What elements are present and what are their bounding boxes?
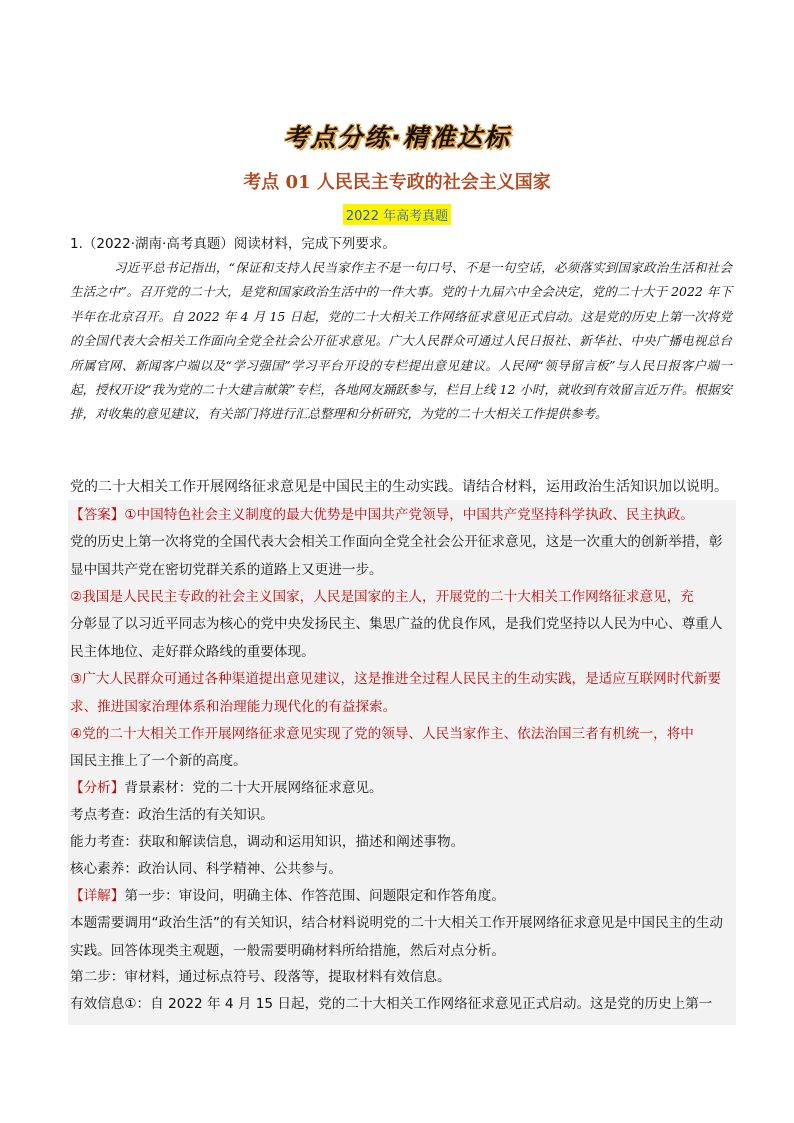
answer-point-1: ①中国特色社会主义制度的最大优势是中国共产党领导，中国共产党坚持科学执政、民主执政。 xyxy=(124,507,694,523)
detail-step1: 第一步：审设问，明确主体、作答范围、问题限定和作答角度。 xyxy=(124,888,505,904)
question-label: 1.（2022·湖南·高考真题）阅读材料，完成下列要求。 xyxy=(70,236,396,252)
analysis-topic: 考点考查：政治生活的有关知识。 xyxy=(70,807,274,823)
question-material: 习近平总书记指出，“保证和支持人民当家作主不是一句口号、不是一句空话，必须落实到国家政治生活和社会生活之中”。召开党的二十大，是党和国家政治生活中的一件大事。党的十九届六中全会决定，党的二十大于 2022 年下半年在北京召开。自 2022 年 4 月 15 日起，党的二十大相关工作网络征求意见正式启动。这是党的历史上第一次将党的全国代表大会相关工作面向全党全社会公开征求意见。广大人民群众可通过人民日报社、新华社、中央广播电视总台所属官网、新闻客户端以及“学习强国”学习平台开设的专栏提出意见建议。人民网“领导留言板”与人民日报客户端一起，授权开设“我为党的二十大建言献策”专栏，各地网友踊跃参与，栏目上线 12 小时，就收到有效留言近万件。根据安排，对收集的意见建议，有关部门将进行汇总整理和分析研究，为党的二十大相关工作提供参考。 xyxy=(70,260,732,422)
answer-p4-rest: 国民主推上了一个新的高度。 xyxy=(70,753,247,769)
analysis-line xyxy=(70,775,734,803)
answer-tag: 【答案】 xyxy=(70,507,125,523)
detail-step2: 第二步：审材料，通过标点符号、段落等，提取材料有效信息。 xyxy=(70,969,451,985)
analysis-tag: 【分析】 xyxy=(70,780,125,796)
detail-tag: 【详解】 xyxy=(70,888,125,904)
analysis-ability: 能力考查：获取和解读信息，调动和运用知识，描述和阐述事物。 xyxy=(70,834,465,850)
question-prompt: 党的二十大相关工作开展网络征求意见是中国民主的生动实践。请结合材料，运用政治生活知识加以说明。 xyxy=(70,479,728,495)
answer-point-2: ②我国是人民民主专政的社会主义国家，人民是国家的主人，开展党的二十大相关工作网络征求意见，充 xyxy=(70,589,694,605)
analysis-background: 背景素材：党的二十大开展网络征求意见。 xyxy=(124,780,383,796)
detail-step1-line xyxy=(70,883,734,911)
subheading-highlight: 2022 年高考真题 xyxy=(343,204,451,225)
detail-step1-body: 本题需要调用“政治生活”的有关知识，结合材料说明党的二十大相关工作开展网络征求意见是中国民主的生动实践。回答体现类主观题，一般需要明确材料所给措施，然后对点分析。 xyxy=(70,915,723,959)
answer-point-3: ③广大人民群众可通过各种渠道提出意见建议，这是推进全过程人民民主的生动实践，是适应互联网时代新要求、推进国家治理体系和治理能力现代化的有益探索。 xyxy=(70,671,722,715)
answer-p1-rest: 党的历史上第一次将党的全国代表大会相关工作面向全党全社会公开征求意见，这是一次重大的创新举措，彰显中国共产党在密切党群关系的道路上又更进一步。 xyxy=(70,534,723,578)
answer-p2-rest: 分彰显了以习近平同志为核心的党中央发扬民主、集思广益的优良作风，是我们党坚持以人民为中心、尊重人民主体地位、走好群众路线的重要体现。 xyxy=(70,616,723,660)
topic-title: 考点 01 人民民主专政的社会主义国家 xyxy=(243,172,551,193)
analysis-literacy: 核心素养：政治认同、科学精神、公共参与。 xyxy=(70,861,342,877)
section-banner: 考点分练·精准达标 xyxy=(283,123,511,152)
answer-point-4: ④党的二十大相关工作开展网络征求意见实现了党的领导、人民当家作主、依法治国三者有机统一，将中 xyxy=(70,726,694,742)
subheading-wrap xyxy=(0,204,794,225)
answer-p1-line1 xyxy=(70,502,734,530)
detail-info1: 有效信息①：自 2022 年 4 月 15 日起，党的二十大相关工作网络征求意见正式启动。这是党的历史上第一 xyxy=(70,996,713,1012)
